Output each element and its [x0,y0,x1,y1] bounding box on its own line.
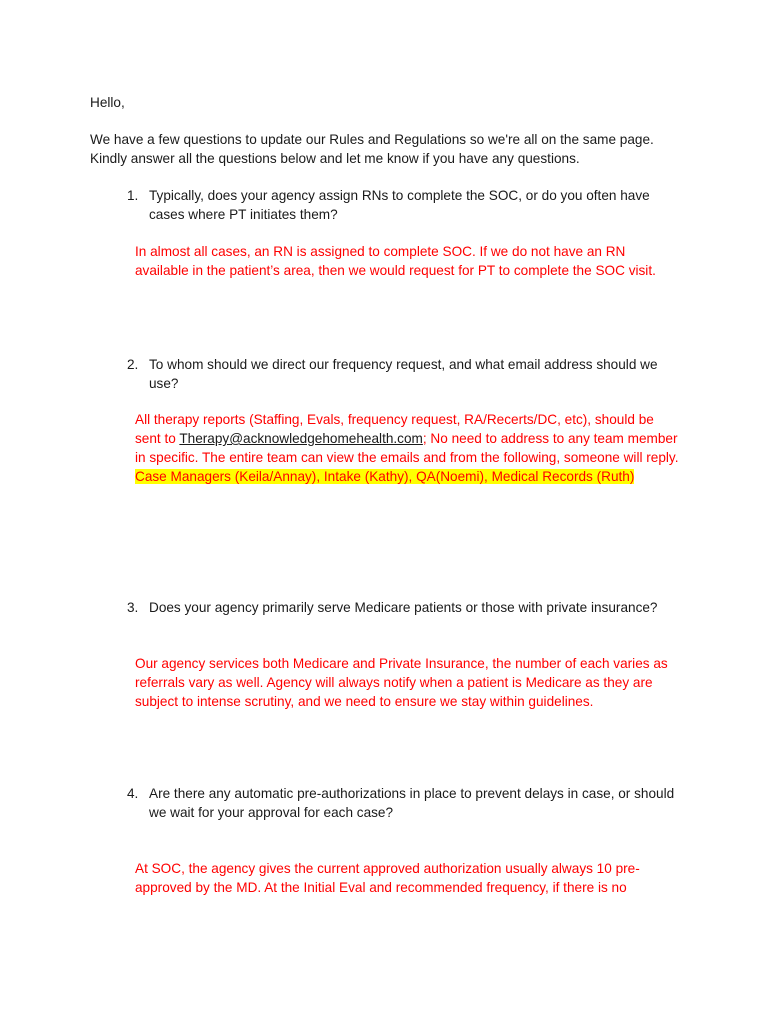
question-number: 1. [127,188,139,203]
answer-3: Our agency services both Medicare and Private Insurance, the number of each varies as referrals vary as well. Agency will always notify when a patient is Medicare as they are subject to intense scrutiny, and we need to ensure we stay within guidelines. [135,656,668,709]
answer-1: In almost all cases, an RN is assigned to complete SOC. If we do not have an RN available in the patient’s area, then we would request for PT to complete the SOC visit. [135,244,656,278]
question-3 [127,598,687,617]
answer-2 [135,410,680,486]
highlighted-contacts: Case Managers (Keila/Annay), Intake (Kathy), QA(Noemi), Medical Records (Ruth) [135,469,635,484]
question-4 [127,784,687,822]
question-number: 3. [127,600,139,615]
question-text: To whom should we direct our frequency request, and what email address should we use? [149,357,658,391]
question-number: 4. [127,786,139,801]
answer-text-part-1: All therapy reports (Staffing, Evals, frequency request, RA/Recerts/DC, etc), should be sent to [135,412,654,446]
question-1 [127,186,687,224]
intro-paragraph: We have a few questions to update our Rules and Regulations so we're all on the same page. Kindly answer all the questions below and let me know if you have any questions. [90,132,654,166]
answer-text-part-2: ; No need to address to any team member in specific. The entire team can view the emails and from the following, someone will reply. [135,431,679,465]
question-text: Are there any automatic pre-authorizations in place to prevent delays in case, or should we wait for your approval for each case? [149,786,675,820]
question-text: Does your agency primarily serve Medicare patients or those with private insurance? [149,600,658,615]
question-2 [127,355,687,393]
greeting: Hello, [90,95,125,110]
question-text: Typically, does your agency assign RNs to complete the SOC, or do you often have cases where PT initiates them? [149,188,650,222]
email-link[interactable]: Therapy@acknowledgehomehealth.com [179,431,423,446]
question-number: 2. [127,357,139,372]
answer-4: At SOC, the agency gives the current approved authorization usually always 10 pre-approved by the MD. At the Initial Eval and recommended frequency, if there is no [135,861,640,895]
